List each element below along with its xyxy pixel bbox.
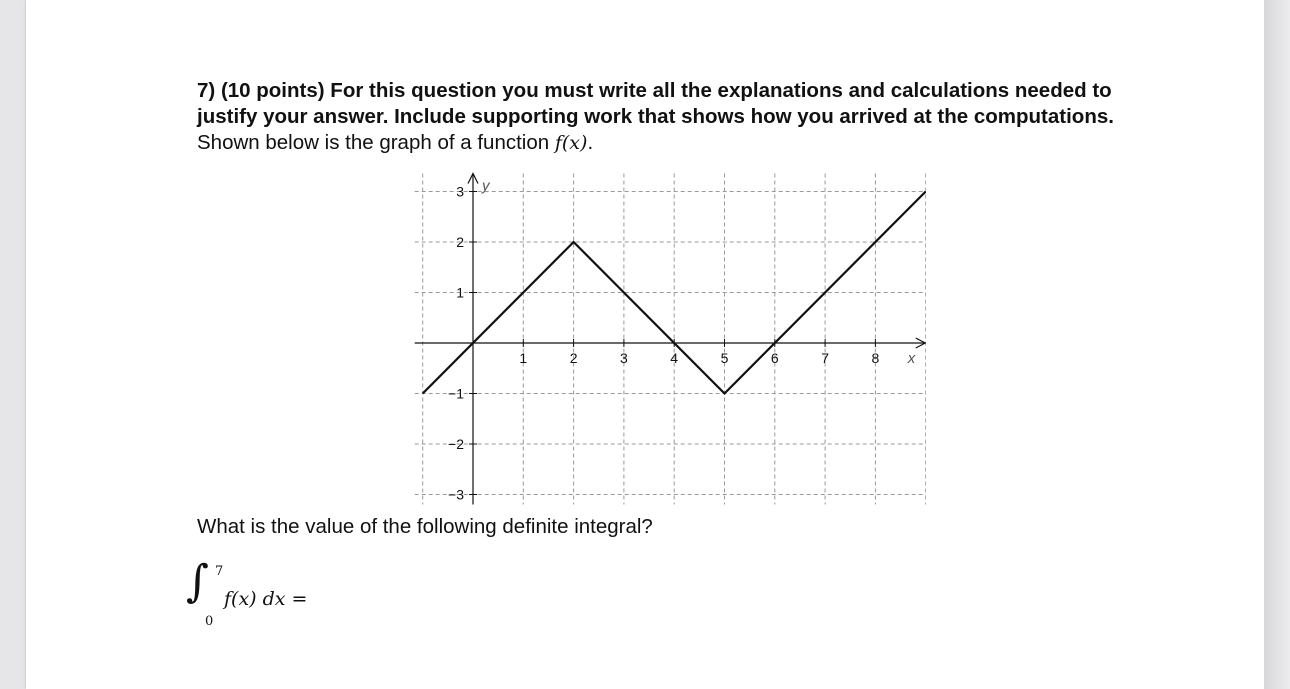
integral-lower-limit: 0 — [205, 614, 214, 629]
x-tick-label: 8 — [871, 350, 880, 366]
y-axis-label: y — [482, 177, 490, 195]
x-tick-label: 3 — [620, 350, 628, 366]
y-tick-label: −1 — [448, 385, 464, 402]
x-tick-label: 7 — [821, 350, 829, 366]
x-tick-label: 1 — [519, 350, 528, 366]
x-tick-label: 5 — [720, 350, 729, 366]
function-label: f(x) — [554, 132, 588, 154]
x-tick-label: 4 — [670, 350, 679, 366]
question-number: 7) — [197, 79, 216, 102]
y-tick-label: 2 — [456, 234, 464, 250]
y-tick-label: −2 — [448, 436, 464, 452]
definite-integral — [186, 556, 386, 632]
integral-sign: ∫ — [186, 556, 209, 607]
integrand: f(x) dx = — [224, 588, 308, 610]
x-tick-label: 6 — [770, 350, 779, 366]
question-period: . — [587, 131, 594, 154]
question-points: (10 points) — [220, 79, 325, 102]
function-graph — [414, 164, 926, 514]
y-tick-label: −3 — [448, 486, 464, 503]
y-tick-label: 3 — [456, 183, 464, 200]
integral-prompt: What is the value of the following definite integral? — [197, 515, 653, 538]
question-instructions: For this question you must write all the explanations and calculations needed to justify your answer. Include supporting work that shows how you arrived at the computations. — [197, 79, 1114, 128]
integral-upper-limit: 7 — [215, 564, 224, 579]
question-text — [197, 78, 1127, 156]
question-description: Shown below is the graph of a function — [197, 131, 550, 154]
document-page — [26, 0, 1264, 689]
window-edge — [1264, 0, 1290, 689]
x-tick-label: 2 — [569, 350, 578, 366]
y-tick-label: 1 — [456, 284, 464, 301]
x-axis-label: x — [907, 350, 916, 367]
